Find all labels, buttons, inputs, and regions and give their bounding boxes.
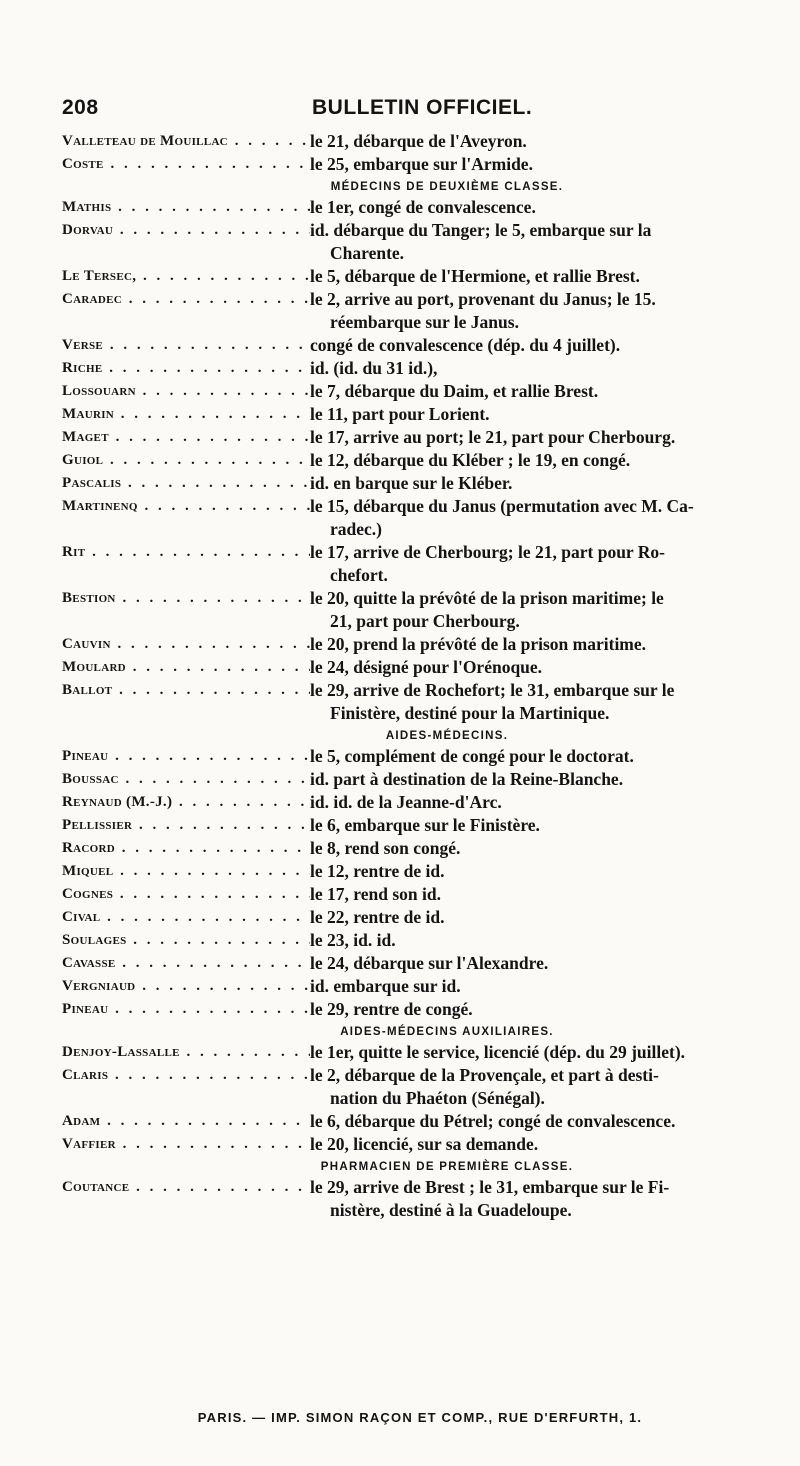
entry-text [310,219,772,265]
list-item [62,883,772,906]
entry-name: Maurin . . . [62,403,310,426]
entry-line: id. id. de la Jeanne-d'Arc. [310,792,502,812]
list-item [62,403,772,426]
entry-line: le 23, id. id. [310,930,396,950]
list-item [62,768,772,791]
entry-line: le 25, embarque sur l'Armide. [310,154,533,174]
list-item [62,219,772,265]
entry-line: le 29, rentre de congé. [310,999,473,1019]
entry-text [310,153,772,176]
list-item [62,745,772,768]
list-item [62,1133,772,1156]
entry-text [310,1110,772,1133]
entry-text [310,860,772,883]
entry-line: id. débarque du Tanger; le 5, embarque sur la [310,220,652,240]
list-item [62,975,772,998]
entry-text [310,952,772,975]
list-item [62,679,772,725]
entry-text [310,998,772,1021]
list-item [62,633,772,656]
entry-name: Pineau . . . [62,998,310,1021]
entry-name: Guiol . . . [62,449,310,472]
entry-name: Cival . . . [62,906,310,929]
list-item [62,929,772,952]
list-item [62,265,772,288]
entry-name: Denjoy-Lassalle . . . [62,1041,310,1064]
list-item [62,587,772,633]
entry-line: le 11, part pour Lorient. [310,404,490,424]
entry-continuation: nistère, destiné à la Guadeloupe. [330,1200,572,1220]
list-item [62,656,772,679]
entry-name: Soulages . . . [62,929,310,952]
entry-line: le 24, débarque sur l'Alexandre. [310,953,549,973]
entry-name: Cognes . . . [62,883,310,906]
entry-text [310,791,772,814]
entry-line: le 22, rentre de id. [310,907,445,927]
entry-text [310,1064,772,1110]
entry-line: le 17, arrive au port; le 21, part pour Cherbourg. [310,427,676,447]
entry-text [310,472,772,495]
list-item [62,837,772,860]
section-title: AIDES-MÉDECINS. [385,730,509,742]
entry-line: le 1er, quitte le service, licencié (dép. du 29 juillet). [310,1042,686,1062]
entry-continuation: 21, part pour Cherbourg. [330,611,520,631]
entry-name: Martinenq . . . [62,495,310,541]
list-item [62,998,772,1021]
entry-name: Le Tersec, . . . [62,265,310,288]
entry-text [310,495,772,541]
entry-line: le 2, arrive au port, provenant du Janus; le 15. [310,289,656,309]
list-item [62,426,772,449]
entry-line: le 20, licencié, sur sa demande. [310,1134,539,1154]
entry-name: Rit . . . [62,541,310,587]
entry-line: congé de convalescence (dép. du 4 juillet). [310,335,621,355]
entry-name: Moulard . . . [62,656,310,679]
entry-text [310,745,772,768]
entry-text [310,426,772,449]
entry-continuation: Finistère, destiné pour la Martinique. [330,703,610,723]
entry-name: Caradec . . . [62,288,310,334]
entry-name: Verse . . . [62,334,310,357]
entry-line: le 29, arrive de Rochefort; le 31, embarque sur le [310,680,675,700]
entry-line: le 12, rentre de id. [310,861,445,881]
entry-line: id. part à destination de la Reine-Blanche. [310,769,624,789]
list-item [62,541,772,587]
entry-line: le 29, arrive de Brest ; le 31, embarque sur le Fi- [310,1177,670,1197]
entry-text [310,633,772,656]
entry-text [310,768,772,791]
list-item [62,814,772,837]
entry-text [310,906,772,929]
entry-name: Coste . . . [62,153,310,176]
entry-text [310,656,772,679]
entry-line: le 17, arrive de Cherbourg; le 21, part pour Ro- [310,542,665,562]
entry-name: Pascalis . . . [62,472,310,495]
entry-line: id. en barque sur le Kléber. [310,473,513,493]
entry-text [310,288,772,334]
entry-name: Vergniaud . . . [62,975,310,998]
entry-line: le 5, complément de congé pour le doctorat. [310,746,634,766]
list-item [62,952,772,975]
entry-line: le 15, débarque du Janus (permutation avec M. Ca- [310,496,694,516]
list-item [62,449,772,472]
entry-continuation: Charente. [330,243,405,263]
entry-name: Valleteau de Mouillac . . . [62,130,310,153]
entry-text [310,975,772,998]
entry-text [310,1176,772,1222]
entry-line: le 6, embarque sur le Finistère. [310,815,540,835]
entry-name: Coutance . . . [62,1176,310,1222]
list-item [62,380,772,403]
list-item [62,357,772,380]
entry-text [310,130,772,153]
entry-name: Vaffier . . . [62,1133,310,1156]
entry-text [310,814,772,837]
entry-name: Dorvau . . . [62,219,310,265]
page-number: 208 [62,96,99,119]
entry-name: Pineau . . . [62,745,310,768]
section-title: PHARMACIEN DE PREMIÈRE CLASSE. [320,1161,574,1173]
list-item [62,472,772,495]
entry-name: Claris . . . [62,1064,310,1110]
entry-line: le 7, débarque du Daim, et rallie Brest. [310,381,599,401]
entry-line: le 12, débarque du Kléber ; le 19, en congé. [310,450,631,470]
entry-continuation: nation du Phaéton (Sénégal). [330,1088,545,1108]
entry-line: le 5, débarque de l'Hermione, et rallie Brest. [310,266,640,286]
entry-name: Boussac . . . [62,768,310,791]
entry-line: le 20, quitte la prévôté de la prison maritime; le [310,588,664,608]
entry-text [310,449,772,472]
entry-name: Lossouarn . . . [62,380,310,403]
entry-line: id. (id. du 31 id.), [310,358,438,378]
entry-line: le 17, rend son id. [310,884,441,904]
list-item [62,906,772,929]
list-item [62,1041,772,1064]
running-head: BULLETIN OFFICIEL. [312,96,533,119]
list-item [62,196,772,219]
list-item [62,334,772,357]
entry-name: Maget . . . [62,426,310,449]
entry-text [310,357,772,380]
section-4-entries [62,1176,772,1222]
entry-text [310,196,772,219]
entry-continuation: chefort. [330,565,388,585]
list-item [62,1110,772,1133]
entry-text [310,929,772,952]
section-1-entries [62,196,772,725]
entry-text [310,587,772,633]
section-2-entries [62,745,772,1021]
entry-name: Miquel . . . [62,860,310,883]
entry-text [310,837,772,860]
entry-line: le 21, débarque de l'Aveyron. [310,131,527,151]
page-header [62,96,762,126]
list-item [62,1176,772,1222]
list-item [62,791,772,814]
entry-text [310,541,772,587]
entry-text [310,1041,772,1064]
entry-text [310,265,772,288]
entry-text [310,883,772,906]
entry-text [310,380,772,403]
list-item [62,288,772,334]
entry-text [310,403,772,426]
entry-name: Pellissier . . . [62,814,310,837]
list-item [62,495,772,541]
entry-line: le 24, désigné pour l'Orénoque. [310,657,543,677]
entry-line: le 8, rend son congé. [310,838,461,858]
entry-continuation: réembarque sur le Janus. [330,312,519,332]
entry-line: le 6, débarque du Pétrel; congé de convalescence. [310,1111,676,1131]
list-item [62,860,772,883]
entry-text [310,334,772,357]
section-title: MÉDECINS DE DEUXIÈME CLASSE. [330,181,564,193]
entry-line: id. embarque sur id. [310,976,461,996]
entry-name: Riche . . . [62,357,310,380]
entry-line: le 1er, congé de convalescence. [310,197,536,217]
list-item [62,1064,772,1110]
entry-continuation: radec.) [330,519,382,539]
entries-top [62,130,772,176]
list-item [62,153,772,176]
section-3-entries [62,1041,772,1156]
section-title: AIDES-MÉDECINS AUXILIAIRES. [340,1026,554,1038]
content [62,130,772,1222]
entry-line: le 2, débarque de la Provençale, et part à desti- [310,1065,659,1085]
entry-name: Mathis . . . [62,196,310,219]
entry-text [310,1133,772,1156]
entry-line: le 20, prend la prévôté de la prison maritime. [310,634,647,654]
entry-name: Ballot . . . [62,679,310,725]
entry-name: Cavasse . . . [62,952,310,975]
printer-imprint: PARIS. — IMP. SIMON RAÇON ET COMP., RUE D'ERFURTH, 1. [197,1410,643,1425]
entry-name: Bestion . . . [62,587,310,633]
entry-name: Cauvin . . . [62,633,310,656]
entry-name: Racord . . . [62,837,310,860]
list-item [62,130,772,153]
entry-text [310,679,772,725]
entry-name: Adam . . . [62,1110,310,1133]
entry-name: Reynaud (M.-J.) . . . [62,791,310,814]
